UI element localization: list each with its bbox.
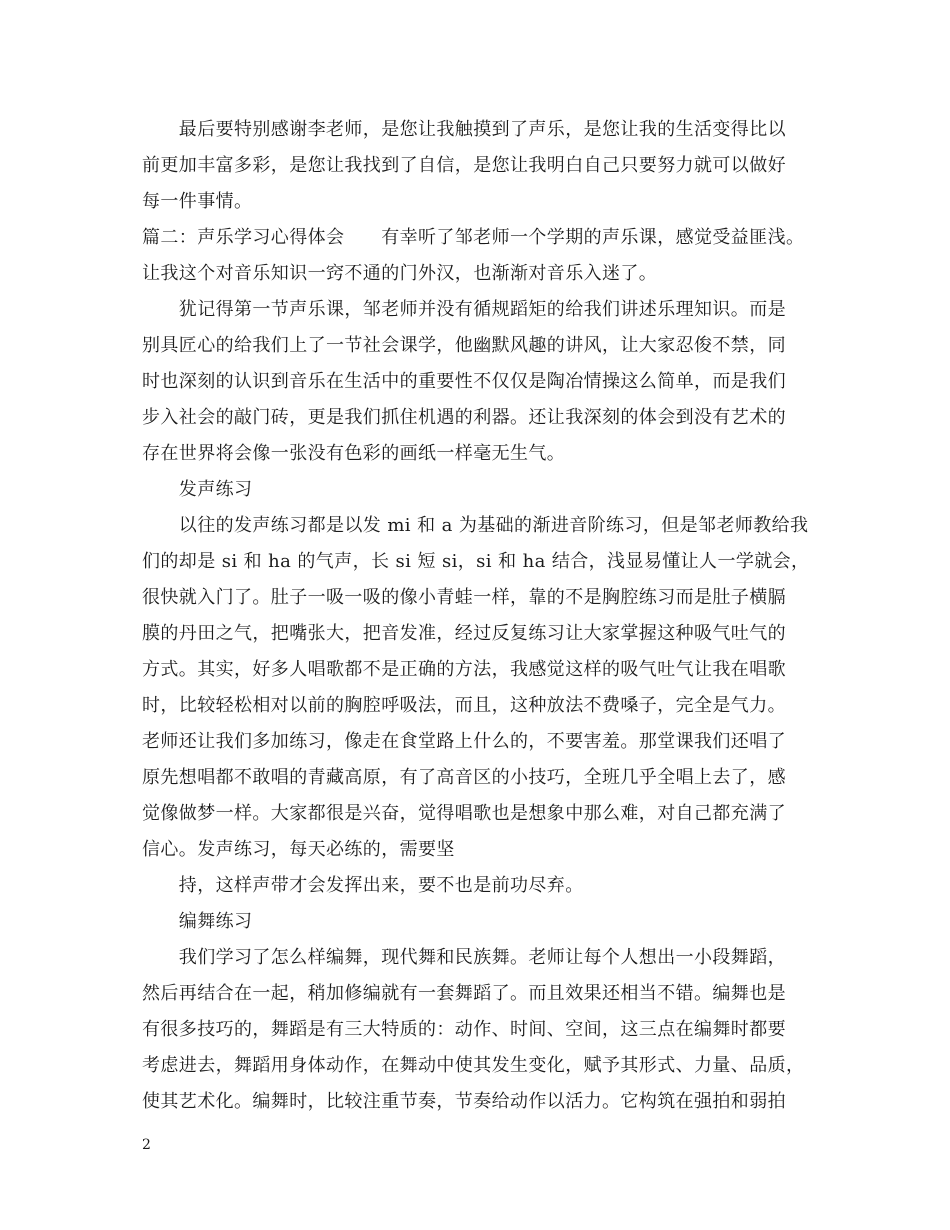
text-line: 时也深刻的认识到音乐在生活中的重要性不仅仅是陶冶情操这么简单，而是我们 — [142, 371, 786, 392]
section-heading: 编舞练习 — [142, 911, 253, 932]
text-line: 觉像做梦一样。大家都很是兴奋，觉得唱歌也是想象中那么难，对自己都充满了 — [142, 803, 786, 824]
text-line: 篇二：声乐学习心得体会 有幸听了邹老师一个学期的声乐课，感觉受益匪浅。 — [142, 227, 805, 248]
text-line: 每一件事情。 — [142, 191, 253, 212]
text-line: 时，比较轻松相对以前的胸腔呼吸法，而且，这种放法不费嗓子，完全是气力。 — [142, 695, 786, 716]
section-heading: 发声练习 — [142, 479, 253, 500]
text-line: 然后再结合在一起，稍加修编就有一套舞蹈了。而且效果还相当不错。编舞也是 — [142, 983, 786, 1004]
text-line: 存在世界将会像一张没有色彩的画纸一样毫无生气。 — [142, 443, 566, 464]
text-line: 信心。发声练习，每天必练的，需要坚 — [142, 839, 455, 860]
text-line: 膜的丹田之气，把嘴张大，把音发准，经过反复练习让大家掌握这种吸气吐气的 — [142, 623, 786, 644]
text-line: 别具匠心的给我们上了一节社会课学，他幽默风趣的讲风，让大家忍俊不禁，同 — [142, 335, 786, 356]
text-line: 持，这样声带才会发挥出来，要不也是前功尽弃。 — [142, 875, 584, 896]
text-line: 最后要特别感谢李老师，是您让我触摸到了声乐，是您让我的生活变得比以 — [142, 119, 786, 140]
text-line: 有很多技巧的，舞蹈是有三大特质的：动作、时间、空间，这三点在编舞时都要 — [142, 1019, 786, 1040]
text-line: 使其艺术化。编舞时，比较注重节奏，节奏给动作以活力。它构筑在强拍和弱拍 — [142, 1091, 786, 1112]
text-line: 们的却是 si 和 ha 的气声，长 si 短 si，si 和 ha 结合，浅显易懂让人一学就会， — [142, 551, 810, 572]
text-line: 原先想唱都不敢唱的青藏高原，有了高音区的小技巧，全班几乎全唱上去了，感 — [142, 767, 786, 788]
page-number: 2 — [142, 1137, 151, 1153]
text-line: 我们学习了怎么样编舞，现代舞和民族舞。老师让每个人想出一小段舞蹈， — [142, 947, 786, 968]
text-line: 很快就入门了。肚子一吸一吸的像小青蛙一样，靠的不是胸腔练习而是肚子横膈 — [142, 587, 786, 608]
text-line: 考虑进去，舞蹈用身体动作，在舞动中使其发生变化，赋予其形式、力量、品质， — [142, 1055, 805, 1076]
text-line: 老师还让我们多加练习，像走在食堂路上什么的，不要害羞。那堂课我们还唱了 — [142, 731, 786, 752]
text-line: 步入社会的敲门砖，更是我们抓住机遇的利器。还让我深刻的体会到没有艺术的 — [142, 407, 786, 428]
text-line: 犹记得第一节声乐课，邹老师并没有循规蹈矩的给我们讲述乐理知识。而是 — [142, 299, 786, 320]
text-line: 以往的发声练习都是以发 mi 和 a 为基础的渐进音阶练习，但是邹老师教给我 — [142, 515, 809, 536]
text-line: 前更加丰富多彩，是您让我找到了自信，是您让我明白自己只要努力就可以做好 — [142, 155, 786, 176]
text-line: 方式。其实，好多人唱歌都不是正确的方法，我感觉这样的吸气吐气让我在唱歌 — [142, 659, 786, 680]
text-line: 让我这个对音乐知识一窍不通的门外汉，也渐渐对音乐入迷了。 — [142, 263, 658, 284]
